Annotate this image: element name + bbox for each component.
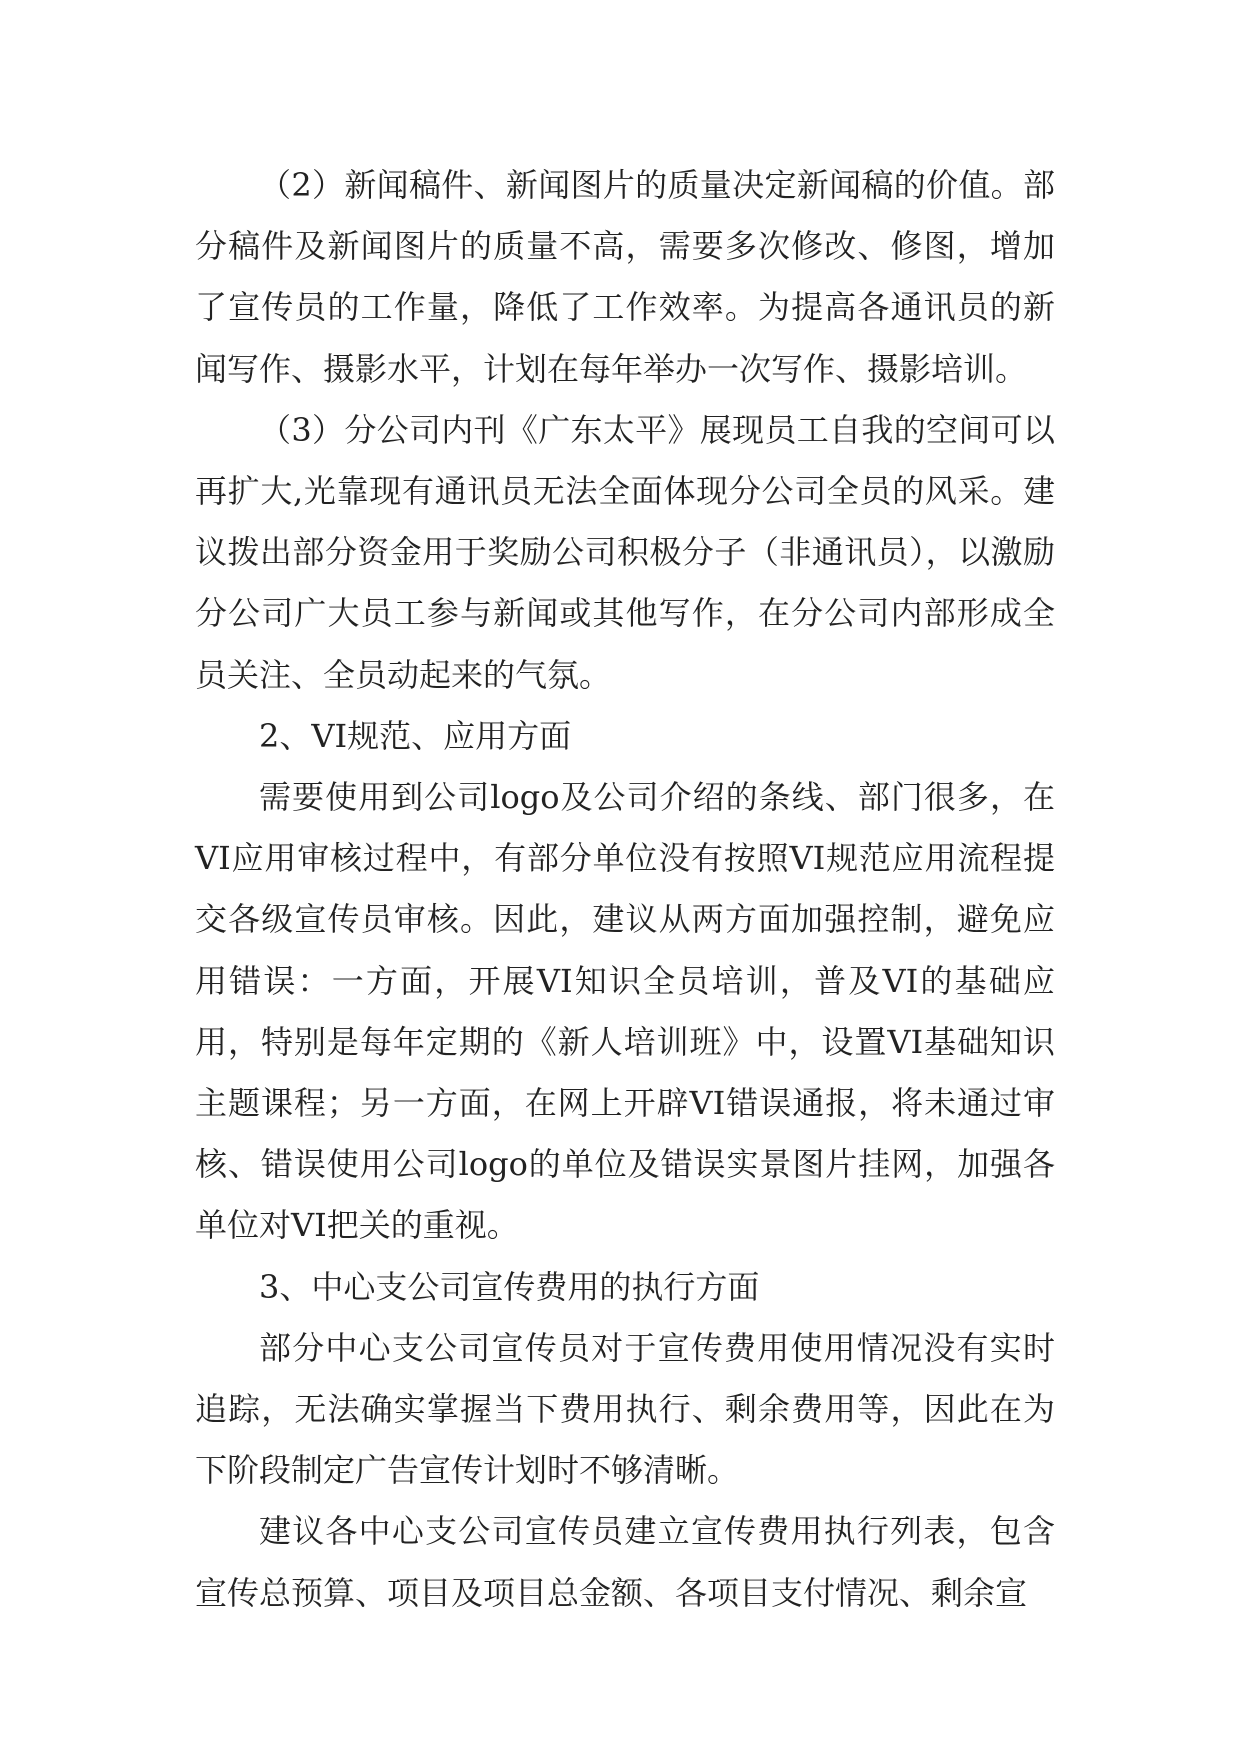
paragraph-expense-list: 建议各中心支公司宣传员建立宣传费用执行列表，包含宣传总预算、项目及项目总金额、各项目支付情况、剩余宣: [195, 1512, 1055, 1612]
paragraph-expense-tracking: 部分中心支公司宣传员对于宣传费用使用情况没有实时追踪，无法确实掌握当下费用执行、剩余费用等，因此在为下阶段制定广告宣传计划时不够清晰。: [195, 1328, 1055, 1490]
heading-publicity-expenses: 3、中心支公司宣传费用的执行方面: [259, 1267, 760, 1306]
paragraph-internal-magazine: （3）分公司内刊《广东太平》展现员工自我的空间可以再扩大,光靠现有通讯员无法全面体现分公司全员的风采。建议拨出部分资金用于奖励公司积极分子（非通讯员），以激励分公司广大员工参与新闻或其他写作，在分公司内部形成全员关注、全员动起来的气氛。: [195, 410, 1055, 694]
paragraph-vi-usage: 需要使用到公司logo及公司介绍的条线、部门很多，在VI应用审核过程中，有部分单位没有按照VI规范应用流程提交各级宣传员审核。因此，建议从两方面加强控制，避免应用错误：一方面，开展VI知识全员培训，普及VI的基础应用，特别是每年定期的《新人培训班》中，设置VI基础知识主题课程；另一方面，在网上开辟VI错误通报，将未通过审核、错误使用公司logo的单位及错误实景图片挂网，加强各单位对VI把关的重视。: [195, 778, 1055, 1245]
heading-vi-standards: 2、VI规范、应用方面: [259, 716, 572, 755]
body-text: [195, 155, 1055, 1624]
paragraph-news-quality: （2）新闻稿件、新闻图片的质量决定新闻稿的价值。部分稿件及新闻图片的质量不高，需要多次修改、修图，增加了宣传员的工作量，降低了工作效率。为提高各通讯员的新闻写作、摄影水平，计划在每年举办一次写作、摄影培训。: [195, 166, 1055, 388]
